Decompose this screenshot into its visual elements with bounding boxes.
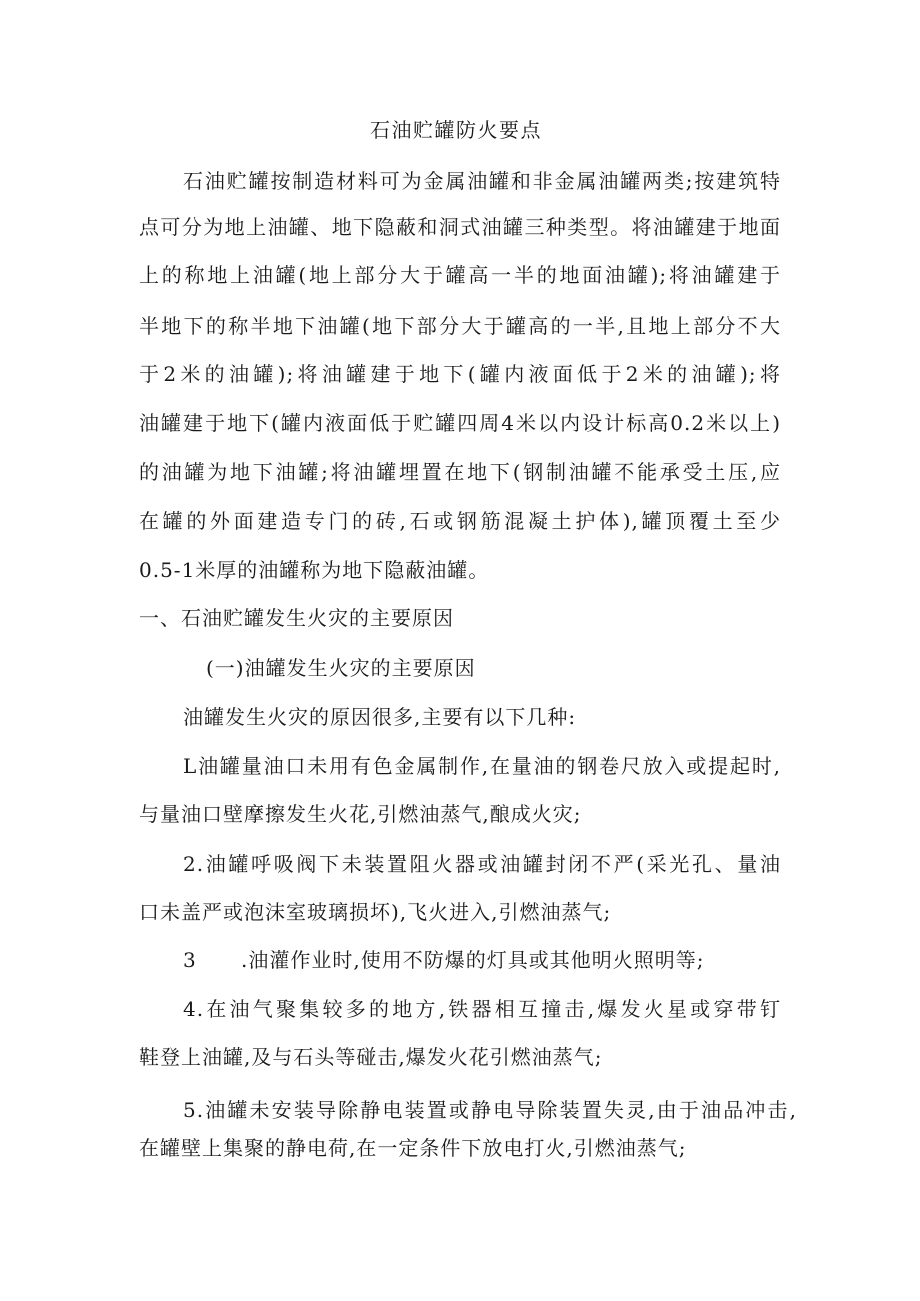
cause-3-line-1: .油灌作业时,使用不防爆的灯具或其他明火照明等; — [241, 948, 705, 972]
intro-line-2: 点可分为地上油罐、地下隐蔽和洞式油罐三种类型。将油罐建于地面 — [139, 215, 781, 239]
intro-line-8: 在罐的外面建造专门的砖,石或钢筋混凝土护体),罐顶覆土至少 — [139, 509, 781, 533]
cause-4-line-2: 鞋登上油罐,及与石头等碰击,爆发火花引燃油蒸气; — [139, 1045, 603, 1069]
cause-1-line-2: 与量油口壁摩擦发生火花,引燃油蒸气,酿成火灾; — [139, 802, 582, 826]
cause-1-line-1: L油罐量油口未用有色金属制作,在量油的钢卷尺放入或提起时, — [183, 754, 781, 778]
cause-5-line-2: 在罐壁上集聚的静电荷,在一定条件下放电打火,引燃油蒸气; — [139, 1136, 687, 1160]
cause-4-line-1: 4.在油气聚集较多的地方,铁器相互撞击,爆发火星或穿带钉 — [183, 997, 781, 1021]
page-title: 石油贮罐防火要点 — [370, 118, 542, 142]
intro-line-7: 的油罐为地下油罐;将油罐埋置在地下(钢制油罐不能承受土压,应 — [139, 460, 781, 484]
cause-5-line-1: 5.油罐未安装导除静电装置或静电导除装置失灵,由于油品冲击, — [183, 1098, 797, 1122]
causes-intro: 油罐发生火灾的原因很多,主要有以下几种: — [183, 705, 577, 729]
intro-line-5: 于2米的油罐);将油罐建于地下(罐内液面低于2米的油罐);将 — [139, 362, 781, 386]
intro-line-1: 石油贮罐按制造材料可为金属油罐和非金属油罐两类;按建筑特 — [183, 169, 781, 193]
intro-line-9: 0.5-1米厚的油罐称为地下隐蔽油罐。 — [139, 558, 490, 582]
cause-3-number: 3 — [183, 948, 197, 972]
cause-2-line-1: 2.油罐呼吸阀下未装置阻火器或油罐封闭不严(采光孔、量油 — [183, 852, 781, 876]
intro-line-6: 油罐建于地下(罐内液面低于贮罐四周4米以内设计标高0.2米以上) — [139, 411, 781, 435]
section-heading: 一、石油贮罐发生火灾的主要原因 — [139, 606, 454, 630]
subsection-heading: (一)油罐发生火灾的主要原因 — [206, 656, 476, 680]
cause-2-line-2: 口未盖严或泡沫室玻璃损坏),飞火进入,引燃油蒸气; — [139, 900, 612, 924]
intro-line-4: 半地下的称半地下油罐(地下部分大于罐高的一半,且地上部分不大 — [139, 314, 781, 338]
intro-line-3: 上的称地上油罐(地上部分大于罐高一半的地面油罐);将油罐建于 — [139, 263, 781, 287]
